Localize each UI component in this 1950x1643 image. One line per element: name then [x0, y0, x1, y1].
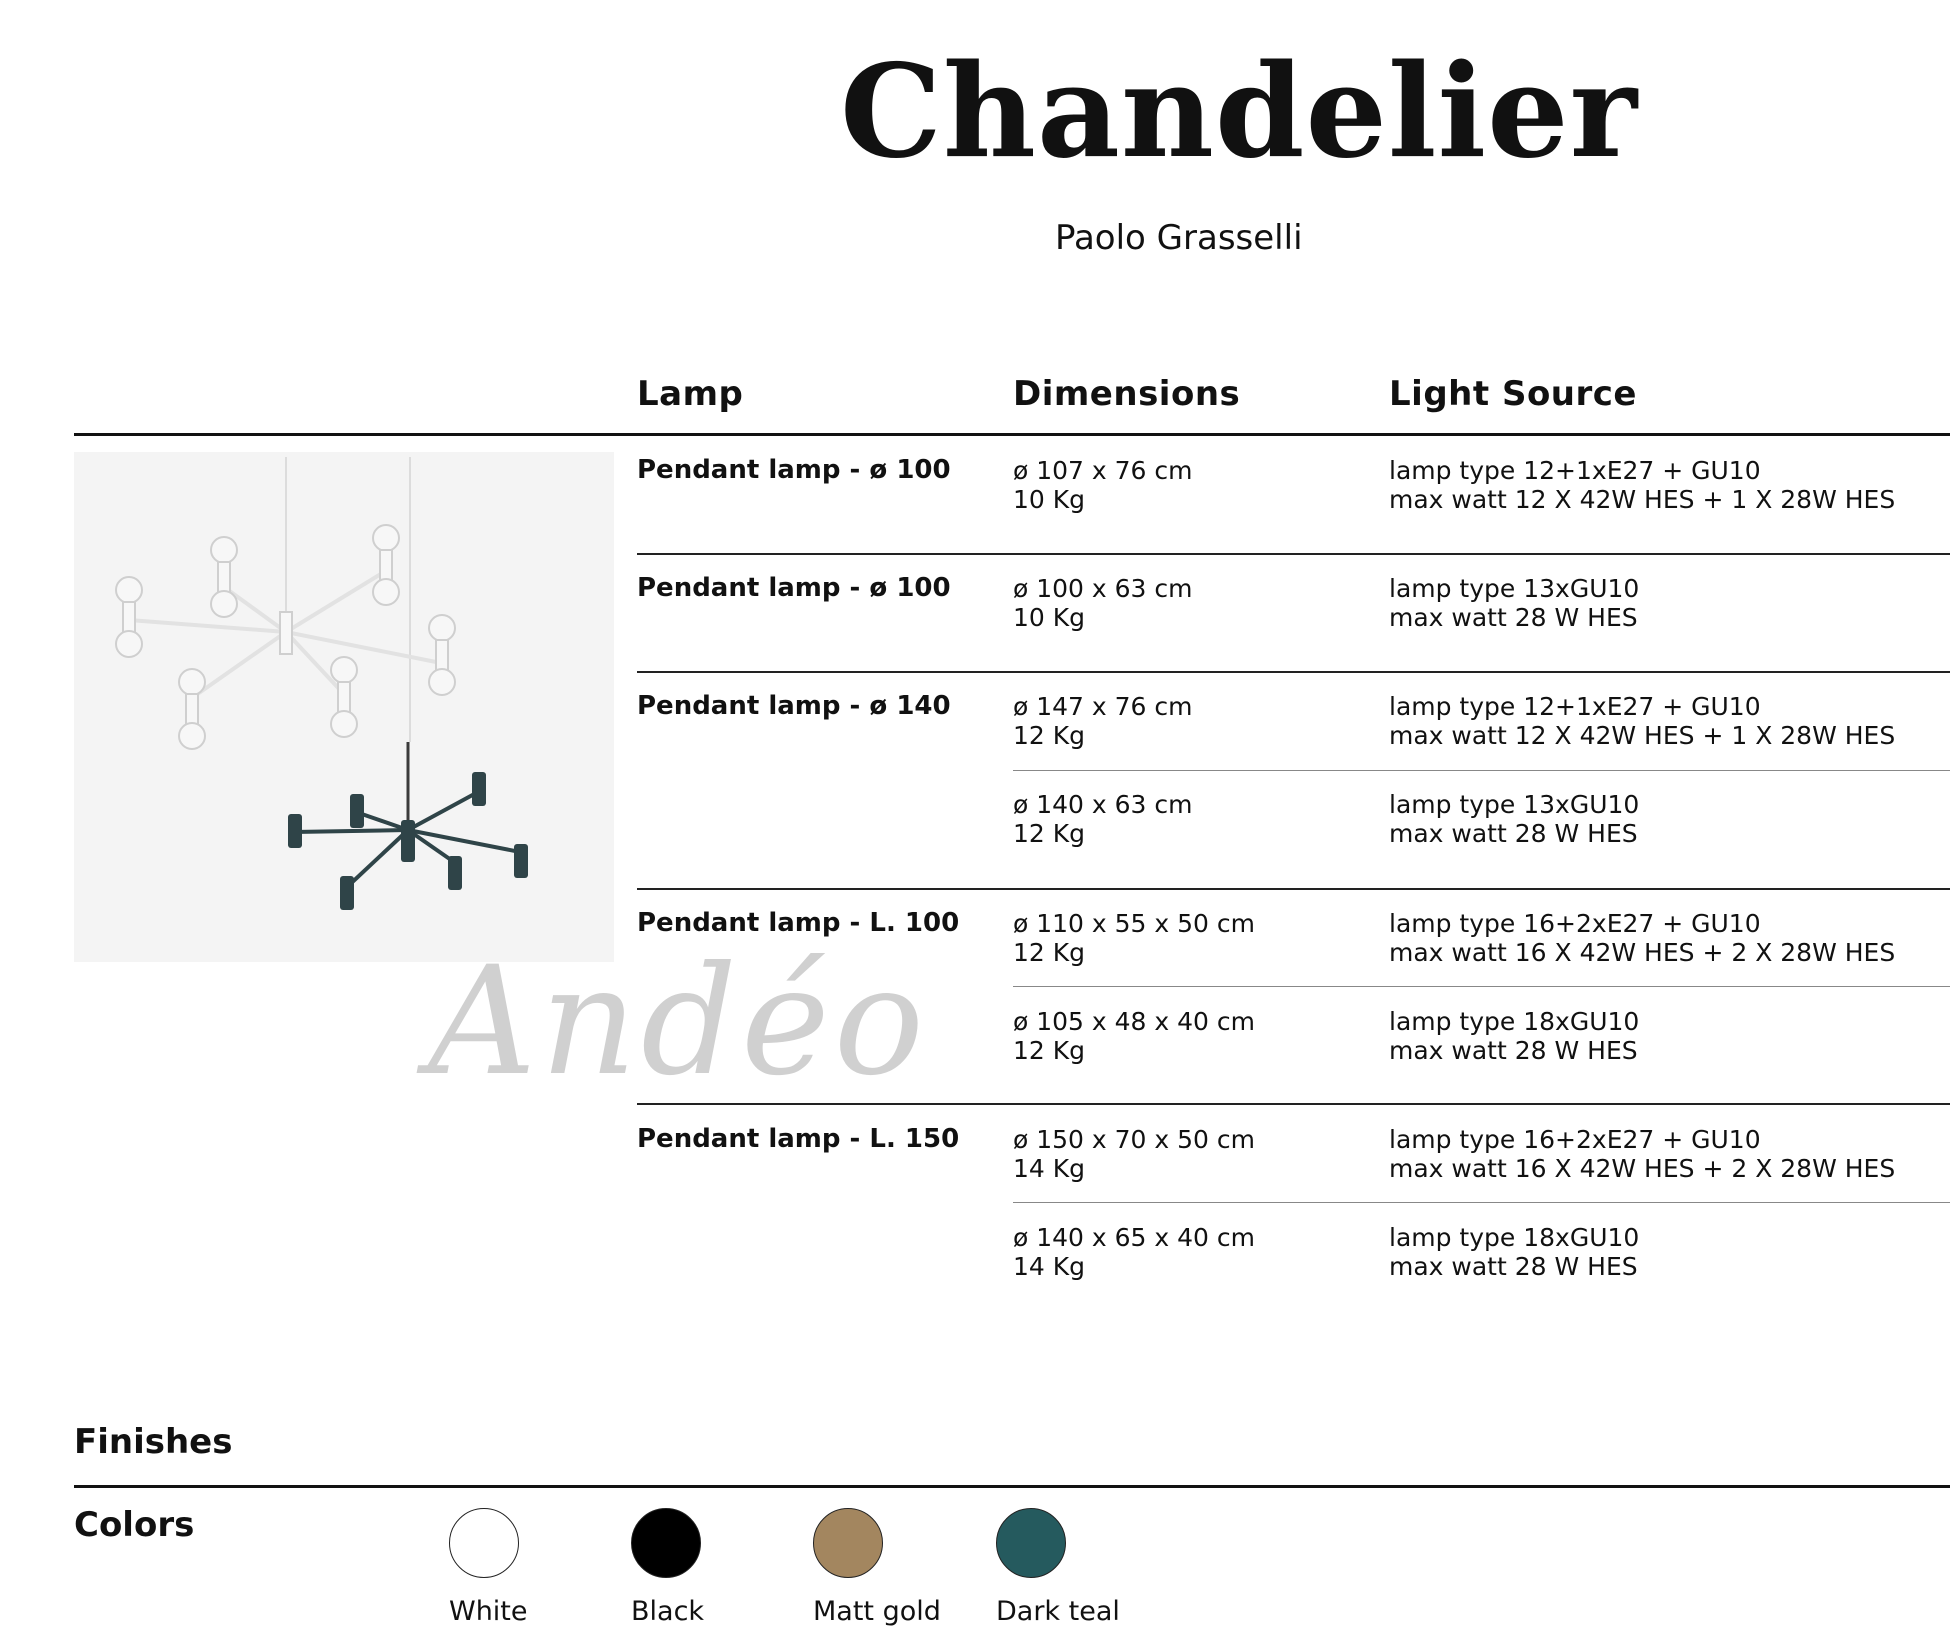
- column-header-lamp: Lamp: [637, 374, 744, 414]
- color-label: Black: [631, 1596, 705, 1627]
- designer-name: Paolo Grasselli: [1055, 218, 1303, 258]
- max-watt-value: max watt 28 W HES: [1389, 1252, 1638, 1281]
- color-label: White: [449, 1596, 528, 1627]
- max-watt-value: max watt 12 X 42W HES + 1 X 28W HES: [1389, 721, 1896, 750]
- lamp-name: Pendant lamp - L. 150: [637, 1124, 960, 1154]
- dimensions-value: ø 100 x 63 cm: [1013, 574, 1193, 603]
- max-watt-value: max watt 16 X 42W HES + 2 X 28W HES: [1389, 938, 1896, 967]
- dimensions-cell: [1013, 456, 1193, 514]
- dimensions-value: ø 110 x 55 x 50 cm: [1013, 909, 1256, 938]
- max-watt-value: max watt 16 X 42W HES + 2 X 28W HES: [1389, 1154, 1896, 1183]
- lamp-name: Pendant lamp - ø 100: [637, 573, 951, 603]
- dimensions-cell: [1013, 574, 1193, 632]
- light-source-cell: [1389, 574, 1639, 632]
- light-source-cell: [1389, 1125, 1895, 1183]
- lamp-type-value: lamp type 13xGU10: [1389, 574, 1640, 603]
- finishes-divider: [74, 1485, 1950, 1488]
- weight-value: 10 Kg: [1013, 485, 1086, 514]
- lamp-type-value: lamp type 16+2xE27 + GU10: [1389, 909, 1761, 938]
- weight-value: 12 Kg: [1013, 721, 1086, 750]
- variant-divider: [1013, 770, 1950, 771]
- weight-value: 12 Kg: [1013, 819, 1086, 848]
- lamp-type-value: lamp type 18xGU10: [1389, 1223, 1640, 1252]
- weight-value: 12 Kg: [1013, 1036, 1086, 1065]
- dimensions-cell: [1013, 1125, 1255, 1183]
- colors-label: Colors: [74, 1505, 195, 1545]
- light-source-cell: [1389, 790, 1639, 848]
- lamp-type-value: lamp type 12+1xE27 + GU10: [1389, 456, 1761, 485]
- light-source-cell: [1389, 456, 1895, 514]
- lamp-name: Pendant lamp - ø 100: [637, 455, 951, 485]
- lamp-type-value: lamp type 18xGU10: [1389, 1007, 1640, 1036]
- lamp-type-value: lamp type 13xGU10: [1389, 790, 1640, 819]
- color-swatch-white: [449, 1508, 519, 1578]
- dimensions-value: ø 140 x 65 x 40 cm: [1013, 1223, 1256, 1252]
- header-divider: [74, 433, 1950, 436]
- dimensions-value: ø 107 x 76 cm: [1013, 456, 1193, 485]
- page-title: Chandelier: [840, 37, 1638, 187]
- dimensions-cell: [1013, 909, 1255, 967]
- variant-divider: [1013, 1202, 1950, 1203]
- dimensions-value: ø 105 x 48 x 40 cm: [1013, 1007, 1256, 1036]
- weight-value: 10 Kg: [1013, 603, 1086, 632]
- weight-value: 14 Kg: [1013, 1154, 1086, 1183]
- variant-divider: [1013, 986, 1950, 987]
- light-source-cell: [1389, 909, 1895, 967]
- dimensions-cell: [1013, 1223, 1255, 1281]
- light-source-cell: [1389, 692, 1895, 750]
- dimensions-value: ø 140 x 63 cm: [1013, 790, 1193, 819]
- group-divider: [637, 888, 1950, 890]
- lamp-type-value: lamp type 12+1xE27 + GU10: [1389, 692, 1761, 721]
- color-label: Matt gold: [813, 1596, 941, 1627]
- finishes-heading: Finishes: [74, 1422, 233, 1462]
- light-source-cell: [1389, 1007, 1639, 1065]
- column-header-dimensions: Dimensions: [1013, 374, 1241, 414]
- max-watt-value: max watt 28 W HES: [1389, 819, 1638, 848]
- column-header-light-source: Light Source: [1389, 374, 1637, 414]
- lamp-type-value: lamp type 16+2xE27 + GU10: [1389, 1125, 1761, 1154]
- dimensions-cell: [1013, 692, 1193, 750]
- group-divider: [637, 1103, 1950, 1105]
- lamp-name: Pendant lamp - ø 140: [637, 691, 951, 721]
- dimensions-value: ø 147 x 76 cm: [1013, 692, 1193, 721]
- product-photo: [74, 452, 614, 962]
- group-divider: [637, 553, 1950, 555]
- color-swatch-dark-teal: [996, 1508, 1066, 1578]
- color-label: Dark teal: [996, 1596, 1120, 1627]
- color-swatch-black: [631, 1508, 701, 1578]
- max-watt-value: max watt 28 W HES: [1389, 603, 1638, 632]
- lamp-name: Pendant lamp - L. 100: [637, 908, 960, 938]
- weight-value: 14 Kg: [1013, 1252, 1086, 1281]
- light-source-cell: [1389, 1223, 1639, 1281]
- dimensions-cell: [1013, 790, 1193, 848]
- watermark-logo: Andéo: [428, 935, 929, 1109]
- max-watt-value: max watt 12 X 42W HES + 1 X 28W HES: [1389, 485, 1896, 514]
- dimensions-value: ø 150 x 70 x 50 cm: [1013, 1125, 1256, 1154]
- group-divider: [637, 671, 1950, 673]
- max-watt-value: max watt 28 W HES: [1389, 1036, 1638, 1065]
- chandelier-illustration: [74, 452, 614, 962]
- color-swatch-matt-gold: [813, 1508, 883, 1578]
- dimensions-cell: [1013, 1007, 1255, 1065]
- weight-value: 12 Kg: [1013, 938, 1086, 967]
